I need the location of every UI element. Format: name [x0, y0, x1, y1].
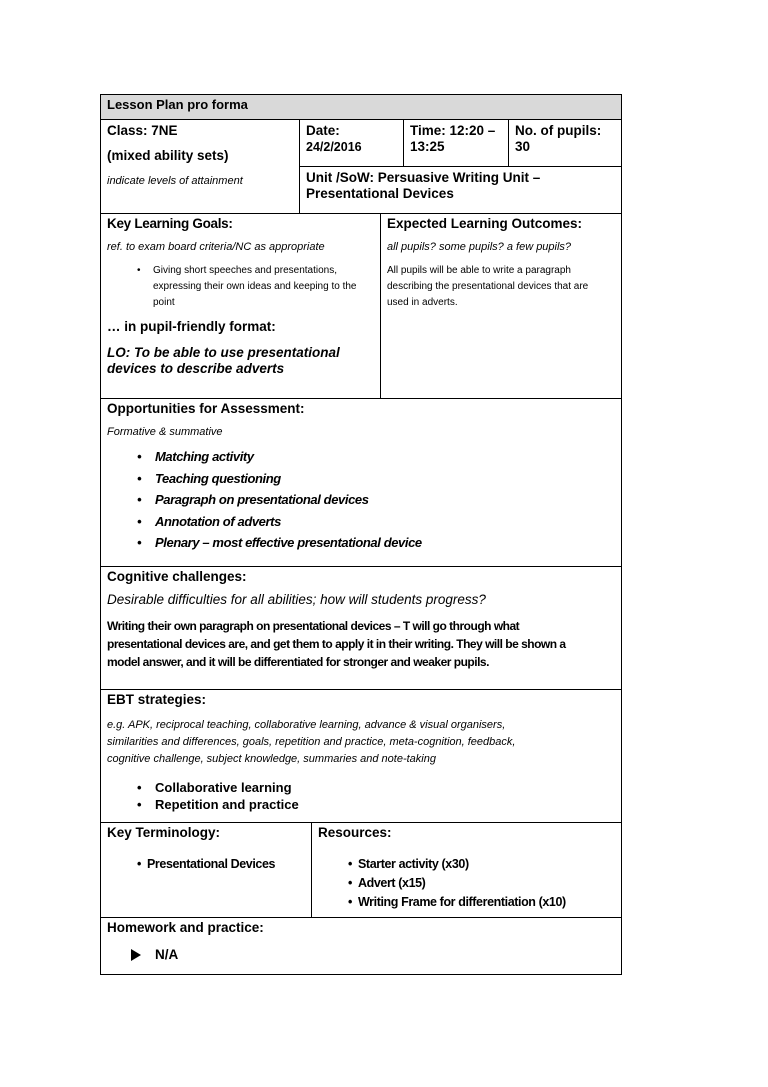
key-learning-note: ref. to exam board criteria/NC as appropriate	[107, 241, 325, 253]
list-item: • Paragraph on presentational devices	[107, 489, 615, 511]
list-item: • Matching activity	[107, 446, 615, 468]
terminology-cell	[100, 822, 312, 918]
date-cell	[299, 119, 404, 167]
key-learning-heading: Key Learning Goals:	[107, 216, 233, 231]
list-item: • Annotation of adverts	[107, 511, 615, 533]
list-item: • Advert (x15)	[318, 874, 615, 893]
ebt-line-3: cognitive challenge, subject knowledge, summaries and note-taking	[107, 753, 436, 765]
pupils-label: No. of pupils:	[515, 123, 602, 138]
resources-list	[318, 855, 615, 912]
list-item: • Teaching questioning	[107, 468, 615, 490]
date-label: Date:	[306, 123, 340, 138]
list-item: • Starter activity (x30)	[318, 855, 615, 874]
learning-objective	[107, 345, 374, 377]
ebt-examples	[107, 717, 615, 768]
form-title-text: Lesson Plan pro forma	[107, 97, 248, 112]
ebt-line-1: e.g. APK, reciprocal teaching, collaborative learning, advance & visual organisers,	[107, 719, 506, 731]
key-learning-cell	[100, 213, 381, 399]
terminology-list	[107, 855, 305, 874]
pupils-value: 30	[515, 139, 531, 154]
assessment-list	[107, 446, 615, 554]
list-item: • Presentational Devices	[107, 855, 305, 874]
list-item: • Collaborative learning	[107, 779, 615, 796]
resources-cell	[311, 822, 622, 918]
learning-goal-item	[107, 263, 374, 311]
list-item: • Repetition and practice	[107, 796, 615, 813]
homework-heading: Homework and practice:	[107, 920, 264, 935]
ebt-heading: EBT strategies:	[107, 692, 207, 707]
cognitive-question: Desirable difficulties for all abilities; how will students progress?	[107, 592, 486, 607]
lo-line-2: devices to describe adverts	[107, 361, 285, 376]
ability-label: (mixed ability sets)	[107, 148, 229, 163]
pupils-cell	[508, 119, 622, 167]
lo-line-1: LO: To be able to use presentational	[107, 345, 340, 360]
expected-text	[387, 263, 615, 311]
list-item: • Plenary – most effective presentational device	[107, 532, 615, 554]
homework-value: N/A	[155, 947, 179, 962]
unit-line-2: Presentational Devices	[306, 186, 454, 201]
cognitive-cell	[100, 566, 622, 690]
expected-line-2: describing the presentational devices that are	[387, 281, 589, 292]
cognitive-heading: Cognitive challenges:	[107, 569, 247, 584]
ebt-cell	[100, 689, 622, 823]
time-label: Time: 12:20 –	[410, 123, 496, 138]
goal-line-2: expressing their own ideas and keeping to the	[153, 281, 357, 292]
time-value: 13:25	[410, 139, 445, 154]
cognitive-text	[107, 617, 615, 671]
unit-line-1: Unit /SoW: Persuasive Writing Unit –	[306, 170, 541, 185]
class-cell	[100, 119, 300, 214]
attainment-hint: indicate levels of attainment	[107, 175, 243, 187]
unit-cell	[299, 166, 622, 214]
expected-line-3: used in adverts.	[387, 297, 458, 308]
pupil-friendly-heading: … in pupil-friendly format:	[107, 319, 276, 334]
date-value: 24/2/2016	[306, 140, 362, 154]
expected-outcomes-cell	[380, 213, 622, 399]
homework-item	[107, 947, 615, 963]
cognitive-line-2: presentational devices are, and get them to apply it in their writing. They will be shown a	[107, 637, 566, 651]
class-label: Class: 7NE	[107, 123, 178, 138]
assessment-cell	[100, 398, 622, 567]
assessment-note: Formative & summative	[107, 426, 223, 438]
resources-heading: Resources:	[318, 825, 392, 840]
ebt-list	[107, 779, 615, 813]
goal-line-1: • Giving short speeches and presentations,	[153, 265, 337, 276]
homework-cell	[100, 917, 622, 975]
ebt-line-2: similarities and differences, goals, repetition and practice, meta-cognition, feedback,	[107, 736, 516, 748]
expected-heading: Expected Learning Outcomes:	[387, 216, 583, 231]
arrow-right-icon	[131, 949, 141, 961]
terminology-heading: Key Terminology:	[107, 825, 221, 840]
form-title	[100, 94, 622, 120]
expected-note: all pupils? some pupils? a few pupils?	[387, 241, 572, 253]
list-item: • Writing Frame for differentiation (x10)	[318, 893, 615, 912]
cognitive-line-1: Writing their own paragraph on presentational devices – T will go through what	[107, 619, 520, 633]
goal-line-3: point	[153, 297, 175, 308]
time-cell	[403, 119, 509, 167]
cognitive-line-3: model answer, and it will be differentiated for stronger and weaker pupils.	[107, 655, 489, 669]
assessment-heading: Opportunities for Assessment:	[107, 401, 305, 416]
expected-line-1: All pupils will be able to write a paragraph	[387, 265, 571, 276]
